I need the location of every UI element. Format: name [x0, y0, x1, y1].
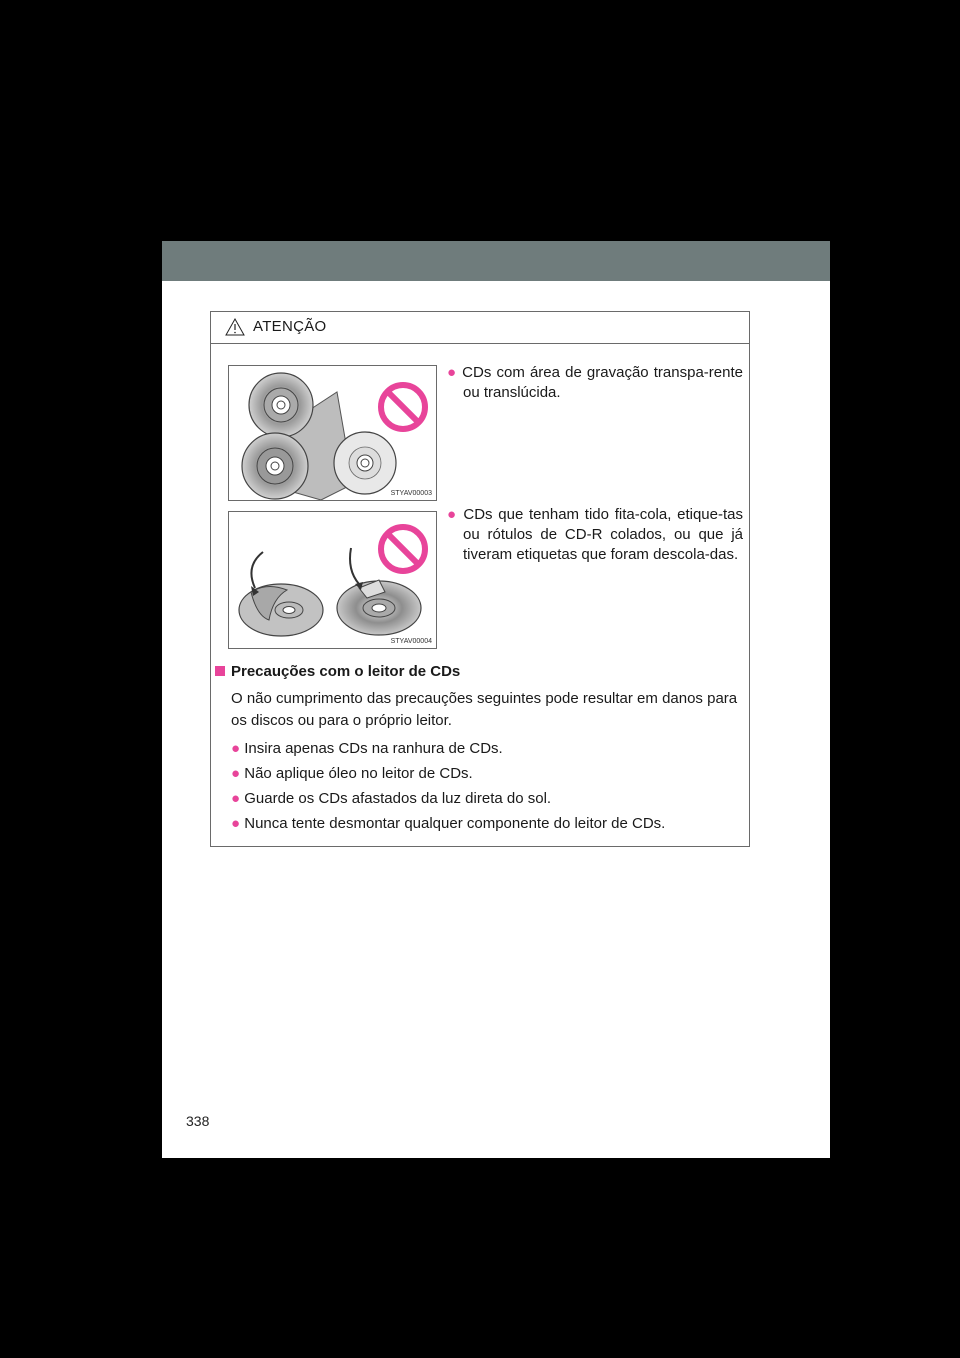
warning-title: ATENÇÃO	[253, 318, 327, 335]
page-number: 338	[186, 1113, 210, 1129]
bullet-dot-icon: ●	[231, 790, 241, 807]
figure-transparent-cds	[228, 365, 437, 501]
bullet-dot-icon: ●	[447, 506, 458, 523]
list-item: ● Guarde os CDs afastados da luz direta do sol.	[231, 790, 552, 807]
precaution-list	[231, 736, 745, 836]
bullet-dot-icon: ●	[231, 740, 241, 757]
cd-illustration-2	[229, 512, 436, 648]
warning-box	[210, 311, 750, 847]
section-body: O não cumprimento das precauções seguintes pode resultar em danos para os discos ou para o próprio leitor.	[231, 690, 738, 729]
figure-code: STYAV00003	[390, 490, 432, 497]
figure-labeled-cds	[228, 511, 437, 649]
list-item: ● Nunca tente desmontar qualquer componente do leitor de CDs.	[231, 815, 666, 832]
manual-page	[162, 241, 830, 1158]
figure-1-caption: ● CDs com área de gravação transpa-rente ou translúcida.	[447, 364, 743, 401]
prohibited-icon	[381, 385, 425, 429]
bullet-dot-icon: ●	[447, 364, 458, 381]
square-bullet-icon	[215, 666, 225, 676]
warning-header	[211, 312, 749, 344]
page-header-bar	[162, 241, 830, 281]
prohibited-icon	[381, 527, 425, 571]
list-item: ● Não aplique óleo no leitor de CDs.	[231, 765, 473, 782]
warning-triangle-icon	[225, 318, 245, 336]
section-title: Precauções com o leitor de CDs	[215, 663, 460, 680]
figure-code: STYAV00004	[390, 638, 432, 645]
list-item: ● Insira apenas CDs na ranhura de CDs.	[231, 740, 503, 757]
bullet-dot-icon: ●	[231, 765, 241, 782]
figure-2-caption: ● CDs que tenham tido fita-cola, etique-tas ou rótulos de CD-R colados, ou que já tiveram etiquetas que foram descola-das.	[447, 506, 743, 563]
bullet-dot-icon: ●	[231, 815, 241, 832]
cd-illustration-1	[229, 366, 436, 500]
